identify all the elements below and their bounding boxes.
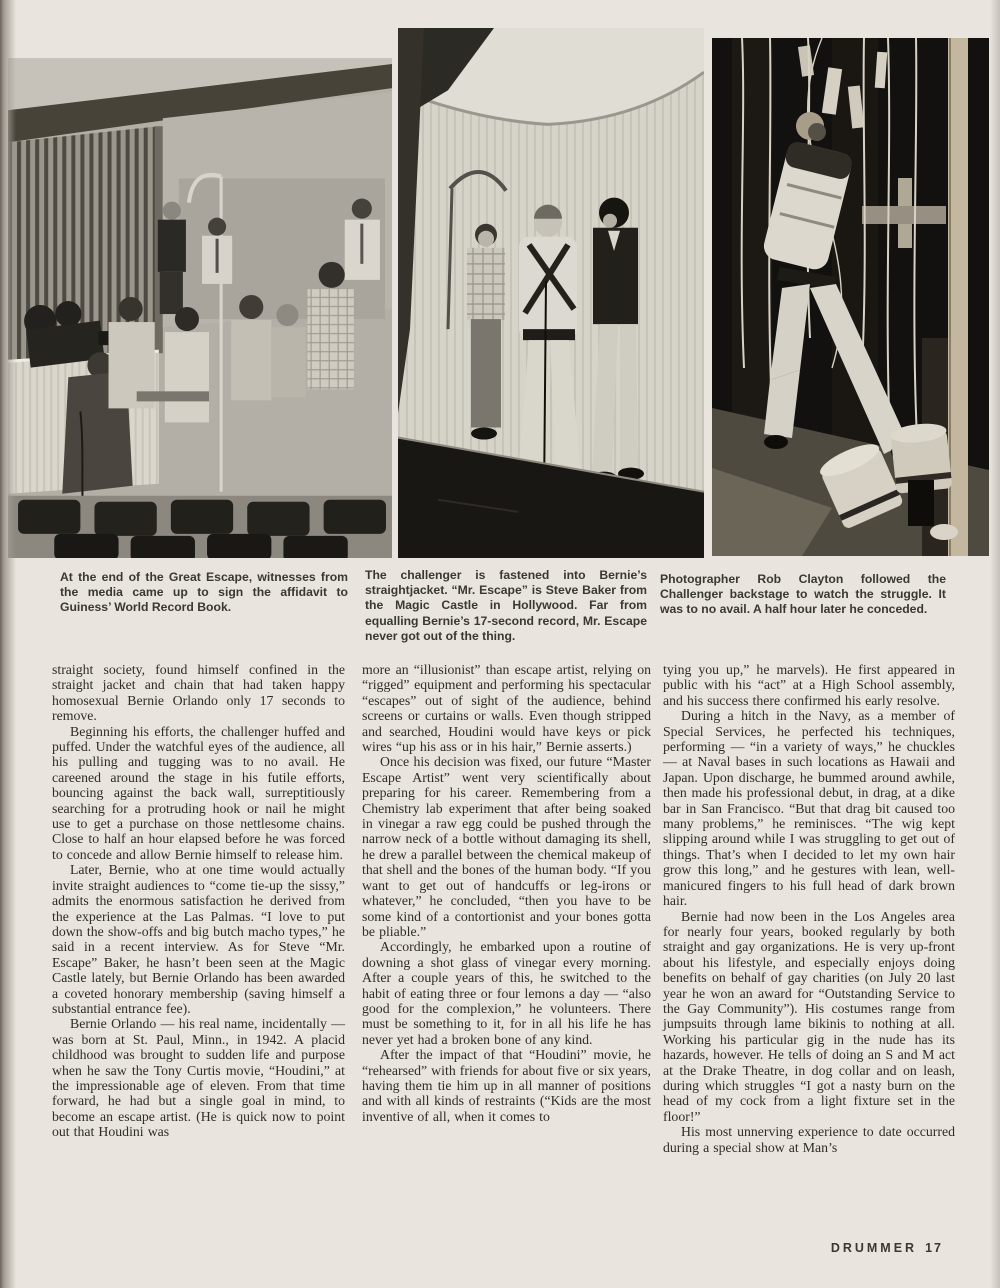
body-paragraph: Later, Bernie, who at one time would actually invite straight audiences to “come tie-up the sissy,” admits the enormous satisfaction he derived from the experience at the Las Palmas. “I love to put down the show-offs and big butch macho types,” he said in a recent interview. As for Steve “Mr. Escape” Baker, he hasn’t been seen at the Magic Castle lately, but Bernie Orlando has been awarded a coveted honorary membership (saving himself a substantial entrance fee). (52, 862, 345, 1016)
body-paragraph: Beginning his efforts, the challenger huffed and puffed. Under the watchful eyes of the audience, all his pulling and tugging was to no avail. He careened around the stage in his futile efforts, bouncing against the back wall, surreptitiously searching for a protruding hook or nail he might use to get a purchase on those nettlesome chains. Close to half an hour elapsed before he was forced to concede and allow Bernie himself to release him. (52, 723, 345, 862)
photo-caption-1: At the end of the Great Escape, witnesses from the media came up to sign the affidavit to Guiness’ World Record Book. (60, 570, 348, 615)
body-paragraph: Accordingly, he embarked upon a routine of downing a shot glass of vinegar every morning. After a couple years of this, he switched to the habit of eating three or four lemons a day — “also good for the complexion,” he volunteers. There must be something to it, for in all his life he has never yet had a broken bone of any kind. (362, 939, 651, 1047)
press-signing-photo (8, 58, 392, 558)
photo-caption-2: The challenger is fastened into Bernie’s straightjacket. “Mr. Escape” is Steve Baker from the Magic Castle in Hollywood. Far from equalling Bernie’s 17-second record, Mr. Escape never got out of the thing. (365, 568, 647, 643)
straitjacket-stage-photo (398, 28, 704, 558)
backstage-struggle-photo-figure (712, 38, 989, 556)
page-number: 17 (925, 1241, 943, 1255)
article-column-1 (52, 662, 345, 1140)
body-paragraph: Once his decision was fixed, our future “Master Escape Artist” went very scientifically about preparing for his career. Remembering from a Chemistry lab experiment that after being soaked in vinegar a raw egg could be pushed through the narrow neck of a bottle without damaging its shell, he drew a parallel between the chemical makeup of that shell and the bones of the human body. “If you want to get out of handcuffs or leg-irons or whatever,” he concluded, “then you have to be some kind of a contortionist and your bones gotta be pliable.” (362, 754, 651, 939)
photo-caption-3: Photographer Rob Clayton followed the Challenger backstage to watch the struggle. It was to no avail. A half hour later he conceded. (660, 572, 946, 617)
body-paragraph: tying you up,” he marvels). He first appeared in public with his “act” at a High School assembly, and his success there confirmed his early resolve. (663, 662, 955, 708)
page-edge-shadow (990, 0, 1000, 1288)
body-paragraph: Bernie had now been in the Los Angeles area for nearly four years, booked regularly by both straight and gay organizations. He is very up-front about his lifestyle, and especially enjoys doing benefits on behalf of gay charities (on July 20 last year he won an award for “Outstanding Service to the Gay Community”). His costumes range from jumpsuits through lame bikinis to nothing at all. Working his particular gig in the nude has its hazards, however. He tells of doing an S and M act at the Drake Theatre, in dog collar and on leash, during which struggles “I got a nasty burn on the head of my cock from a light fixture set in the floor!” (663, 908, 955, 1124)
straitjacket-stage-photo-figure (398, 28, 704, 558)
body-paragraph: After the impact of that “Houdini” movie, he “rehearsed” with friends for about five or six years, having them tie him up in all manner of positions and with all kinds of restraints (“Kids are the most inventive of all, when it comes to (362, 1047, 651, 1124)
body-paragraph: His most unnerving experience to date occurred during a special show at Man’s (663, 1124, 955, 1155)
press-signing-photo-figure (8, 58, 392, 558)
page-footer (663, 1241, 943, 1255)
body-paragraph: Bernie Orlando — his real name, incidentally — was born at St. Paul, Minn., in 1942. A placid childhood was brought to sudden life and purpose when he saw the Tony Curtis movie, “Houdini,” at the impressionable age of eleven. From that time forward, he had but a single goal in mind, to become an escape artist. (He is quick now to point out that Houdini was (52, 1016, 345, 1140)
body-paragraph: more an “illusionist” than escape artist, relying on “rigged” equipment and performing his spectacular “escapes” out of sight of the audience, behind screens or curtains or walls. Even though stripped and searched, Houdini would have keys or pick wires “up his ass or in his hair,” Bernie asserts.) (362, 662, 651, 755)
body-paragraph: During a hitch in the Navy, as a member of Special Services, he perfected his techniques, performing — “in a variety of ways,” he chuckles — at Naval bases in such locations as Hawaii and Japan. Upon discharge, he bummed around awhile, then made his professional debut, in drag, at a dike bar in San Francisco. “But that drag bit caused too many problems,” he reminisces. “The wig kept slipping around while I was struggling to get out of things. That’s when I decided to let my own hair grow this long,” and he gestures with lean, well-manicured fingers to his full head of dark brown hair. (663, 708, 955, 909)
backstage-struggle-photo (712, 38, 989, 556)
body-paragraph: straight society, found himself confined in the straight jacket and chain that had taken happy homosexual Bernie Orlando only 17 seconds to remove. (52, 662, 345, 724)
magazine-name: DRUMMER (830, 1241, 918, 1255)
article-column-3 (663, 662, 955, 1155)
binding-gutter-shadow (0, 0, 16, 1288)
article-column-2 (362, 662, 651, 1124)
